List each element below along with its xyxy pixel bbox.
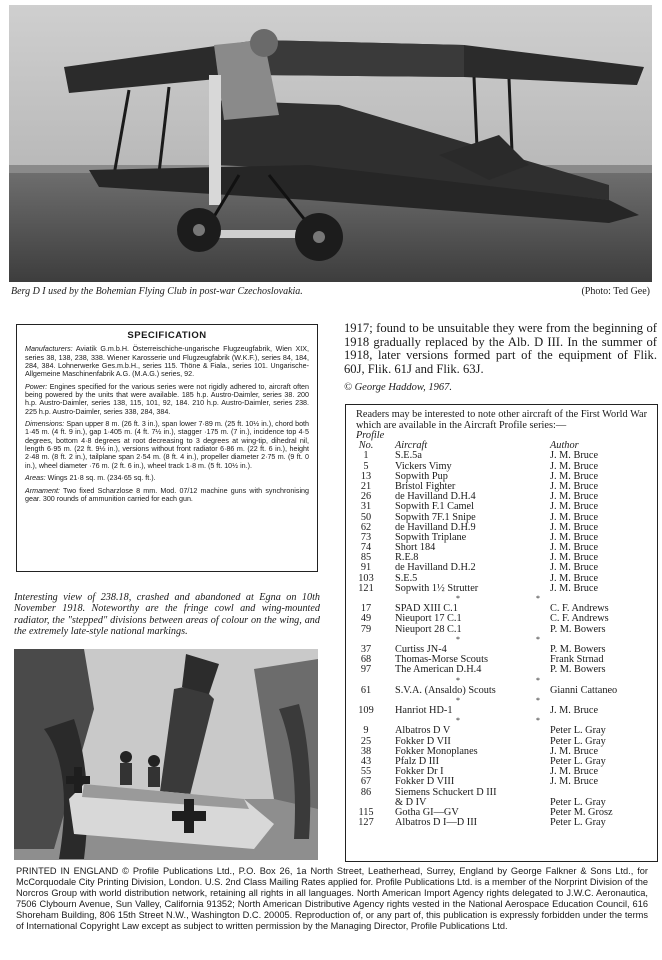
profile-list-row <box>356 625 647 635</box>
aircraft-name: de Havilland D.H.2 <box>395 562 476 574</box>
author-name: J. M. Bruce <box>550 542 599 554</box>
aircraft-name: Curtiss JN-4 <box>395 643 447 655</box>
author-name: J. M. Bruce <box>550 521 599 533</box>
profile-number: 31 <box>360 501 372 513</box>
aircraft-name: Albatros D V <box>395 725 451 737</box>
author-name: Peter L. Gray <box>550 817 606 829</box>
crashed-aircraft-photo-illustration <box>14 649 318 860</box>
spec-label: Power: <box>25 382 48 391</box>
author-name: J. M. Bruce <box>550 562 599 574</box>
author-name: J. M. Bruce <box>550 531 599 543</box>
profile-number: 121 <box>358 582 374 594</box>
aircraft-name: The American D.H.4 <box>395 664 482 676</box>
aircraft-name: Albatros D I—D III <box>395 817 478 829</box>
profile-number: 21 <box>360 480 372 492</box>
spec-dimensions <box>25 420 309 470</box>
aircraft-name: Hanriot HD-1 <box>395 705 453 717</box>
aircraft-name: Sopwith F.1 Camel <box>395 501 474 513</box>
spec-label: Dimensions: <box>25 420 65 429</box>
aircraft-name: R.E.8 <box>395 552 419 564</box>
profile-number: 26 <box>360 491 372 503</box>
profile-list-row <box>356 665 647 675</box>
profile-list-row <box>356 584 647 594</box>
author-name: Frank Strnad <box>550 654 604 666</box>
aircraft-name: & D IV <box>395 796 427 808</box>
profile-number: 67 <box>360 776 372 788</box>
profile-number: 86 <box>360 786 372 798</box>
aircraft-name: de Havilland D.H.4 <box>395 491 476 503</box>
separator-asterisk: * <box>536 594 540 603</box>
specification-box <box>16 324 318 572</box>
profile-list-row <box>356 686 647 696</box>
header-author-label: Author <box>550 440 579 452</box>
author-name: Peter L. Gray <box>550 735 606 747</box>
profile-number: 25 <box>360 735 372 747</box>
right-column-text: 1917; found to be unsuitable they were from the beginning of 1918 gradually replaced by the Alb. D III. In the summer of 1918, later versions formed part of the equipment of Flik. 60J, Flik. 61J and Flik. 63J. <box>344 321 657 376</box>
author-name: Gianni Cattaneo <box>550 684 618 696</box>
author-name: Peter M. Grosz <box>550 806 613 818</box>
spec-text: Two fixed Scharzlose 8 mm. Mod. 07/12 machine guns with synchronising gear. 300 rounds of ammunition carried for each gun. <box>25 486 309 503</box>
crash-photo <box>14 649 318 860</box>
profile-number: 115 <box>358 806 374 818</box>
spec-label: Armament: <box>25 486 60 495</box>
author-copyright: © George Haddow, 1967. <box>344 382 453 393</box>
separator-asterisk: * <box>456 594 460 603</box>
aircraft-name: Vickers Vimy <box>395 460 452 472</box>
author-name: C. F. Andrews <box>550 603 609 615</box>
profile-list-box <box>345 404 658 862</box>
author-name: C. F. Andrews <box>550 613 609 625</box>
author-name: J. M. Bruce <box>550 501 599 513</box>
profile-number: 38 <box>360 745 372 757</box>
author-name: J. M. Bruce <box>550 450 599 462</box>
aircraft-name: Fokker D VII <box>395 735 451 747</box>
header-profile-label: Profile <box>356 430 385 441</box>
profile-number: 62 <box>360 521 372 533</box>
profile-number: 1 <box>363 450 369 462</box>
aircraft-name: Nieuport 17 C.1 <box>395 613 462 625</box>
separator-asterisk: * <box>536 716 540 726</box>
profile-number: 37 <box>360 643 372 655</box>
imprint-footer: PRINTED IN ENGLAND © Profile Publications Ltd., P.O. Box 26, 1a North Street, Leatherhead, Surrey, England by George Falkner & Sons Ltd., for McCorquodale City Printing Division, London. U.S. 2nd Class Mailing Rates applied for. Profile Publications Ltd. is a member of the Norprint Division of the Norcros Group with world distribution network, retaining all rights in all languages. North American Import Agency rights delegated to J.W.C. Aeronautica, 7506 Clybourn Avenue, Sun Valley, California 91352; North American Distributive Agency rights vested in the National Aerospace Education Council, 616 Shoreham Building, 806 15th Street N.W., Washington D.C. 20005. Reproduction of, or any part of, this publication is expressly forbidden under the terms of International Copyright Law except as subject to written permission by the Managing Director, Profile Publications Ltd. <box>16 866 648 931</box>
author-name: Peter L. Gray <box>550 796 606 808</box>
author-name: J. M. Bruce <box>550 745 599 757</box>
profile-number: 73 <box>360 531 372 543</box>
top-photo-berg-d1 <box>9 5 652 282</box>
aircraft-name: SPAD XIII C.1 <box>395 603 458 615</box>
spec-text: Aviatik G.m.b.H. Österreischiche-ungarische Flugzeugfabrik, Wien XIX, series 38, 138, 238, 338. Wiener Karosserie und Flugzeugfabrik (W.K.F.), series 84, 184, 284, 384. Lohnerwerke Ges.m.b.H., series 115. Thöne & Fiala., series 101. Ungarische-Allgemeine Maschinenfabrik A.G. (M.A.G.) series, 92. <box>25 345 309 379</box>
aircraft-name: Nieuport 28 C.1 <box>395 623 462 635</box>
spec-areas <box>25 474 309 482</box>
author-name: J. M. Bruce <box>550 572 599 584</box>
aircraft-name: Bristol Fighter <box>395 480 456 492</box>
aircraft-name: Fokker Monoplanes <box>395 745 478 757</box>
profile-list-row <box>356 706 647 716</box>
profile-number: 97 <box>360 664 372 676</box>
profile-number: 68 <box>360 654 372 666</box>
author-name: P. M. Bowers <box>550 664 606 676</box>
crash-photo-caption: Interesting view of 238.18, crashed and abandoned at Egna on 10th November 1918. Noteworthy are the fringe cowl and wing-mounted radiator, the "stepped" divisions between areas of colour on the wing, and the extremely late-style national markings. <box>14 592 320 638</box>
separator-asterisk: * <box>536 675 540 685</box>
profile-number: 74 <box>360 542 372 554</box>
spec-text: Span upper 8 m. (26 ft. 3 in.), span lower 7·89 m. (25 ft. 10½ in.), chord both 1·45 m. (4 ft. 9 in.), gap 1·405 m. (4 ft. 7½ in.), stagger ·175 m. (7 in.), incidence top 4·5 degrees, bottom 4·8 degrees at root decreasing to 3 degrees at wing-tip, dihedral nil, length 6·95 m. (22 ft. 9½ in.), versions without front radiator 6·86 m. (22 ft. 6 in.), height 2·48 m. (8 ft. 2 in.), tailplane span 2·54 m. (8 ft. 4 in.), propeller diameter 2·75 m. (9 ft. 0 in.), wheel diameter ·76 m. (2 ft. 6 in.), wheel track 1·8 m. (5 ft. 10½ in.). <box>25 420 309 470</box>
profile-list-row <box>356 818 647 828</box>
spec-text: Wings 21·8 sq. m. (234·65 sq. ft.). <box>45 474 156 483</box>
spec-label: Areas: <box>25 474 46 483</box>
biplane-photo-illustration <box>9 5 652 282</box>
author-name: J. M. Bruce <box>550 582 599 594</box>
spec-manufacturers <box>25 345 309 378</box>
profile-number: 9 <box>363 725 369 737</box>
profile-number: 79 <box>360 623 372 635</box>
top-photo-credit: (Photo: Ted Gee) <box>581 286 650 297</box>
aircraft-name: Pfalz D III <box>395 756 440 767</box>
profile-number: 55 <box>360 766 372 778</box>
spec-armament <box>25 487 309 504</box>
specification-title: SPECIFICATION <box>127 330 207 341</box>
separator-asterisk: * <box>456 716 460 726</box>
separator-asterisk: * <box>536 634 540 644</box>
aircraft-name: Sopwith 1½ Strutter <box>395 582 479 594</box>
aircraft-name: Fokker Dr I <box>395 766 444 778</box>
author-name: J. M. Bruce <box>550 705 599 717</box>
author-name: J. M. Bruce <box>550 776 599 788</box>
aircraft-name: Fokker D VIII <box>395 776 455 788</box>
aircraft-name: S.E.5a <box>395 450 422 462</box>
author-name: Peter L. Gray <box>550 756 606 767</box>
header-no-label: No. <box>358 440 374 452</box>
separator-asterisk: * <box>456 634 460 644</box>
author-name: J. M. Bruce <box>550 552 599 564</box>
header-aircraft-label: Aircraft <box>395 440 428 452</box>
aircraft-name: Siemens Schuckert D III <box>395 786 497 798</box>
aircraft-name: S.E.5 <box>395 572 418 584</box>
profile-number: 17 <box>360 603 372 615</box>
profile-number: 13 <box>360 470 372 482</box>
profile-number: 49 <box>360 613 372 625</box>
profile-list-row <box>356 502 647 512</box>
spec-power <box>25 383 309 416</box>
profile-number: 43 <box>360 756 372 767</box>
profile-number: 127 <box>358 817 374 829</box>
separator-asterisk: * <box>456 695 460 705</box>
author-name: P. M. Bowers <box>550 643 606 655</box>
profile-number: 91 <box>360 562 372 574</box>
aircraft-name: Sopwith 7F.1 Snipe <box>395 511 476 523</box>
profile-list-intro: Readers may be interested to note other aircraft of the First World War which are available in the Aircraft Profile series:— <box>356 409 647 431</box>
separator-asterisk: * <box>456 675 460 685</box>
spec-label: Manufacturers: <box>25 345 73 354</box>
author-name: J. M. Bruce <box>550 491 599 503</box>
author-name: J. M. Bruce <box>550 480 599 492</box>
aircraft-name: Sopwith Triplane <box>395 531 467 543</box>
aircraft-name: de Havilland D.H.9 <box>395 521 476 533</box>
aircraft-name: Sopwith Pup <box>395 470 448 482</box>
spec-text: Engines specified for the various series were not rigidly adhered to, aircraft often being powered by the units that were available. 185 h.p. Austro-Daimler, series 38. 200 h.p. Austro-Daimler, series 138, 115, 101, 92, 184. 210 h.p. Austro-Daimler, series 238. 225 h.p. Austro-Daimler, series 338, 284, 384. <box>25 382 309 416</box>
author-name: J. M. Bruce <box>550 470 599 482</box>
aircraft-name: Thomas-Morse Scouts <box>395 654 488 666</box>
author-name: Peter L. Gray <box>550 725 606 737</box>
profile-number: 50 <box>360 511 372 523</box>
author-name: J. M. Bruce <box>550 511 599 523</box>
profile-number: 103 <box>358 572 374 584</box>
profile-number: 109 <box>358 705 374 717</box>
author-name: P. M. Bowers <box>550 623 606 635</box>
separator-asterisk: * <box>536 695 540 705</box>
aircraft-name: Gotha GI—GV <box>395 806 459 818</box>
profile-number: 61 <box>360 684 372 696</box>
top-photo-caption: Berg D I used by the Bohemian Flying Club in post-war Czechoslovakia. <box>11 286 303 297</box>
aircraft-name: S.V.A. (Ansaldo) Scouts <box>395 684 496 696</box>
author-name: J. M. Bruce <box>550 460 599 472</box>
author-name: J. M. Bruce <box>550 766 599 778</box>
aircraft-name: Short 184 <box>395 542 436 554</box>
profile-number: 5 <box>363 460 369 472</box>
profile-list-rows <box>356 451 647 828</box>
profile-number: 85 <box>360 552 372 564</box>
